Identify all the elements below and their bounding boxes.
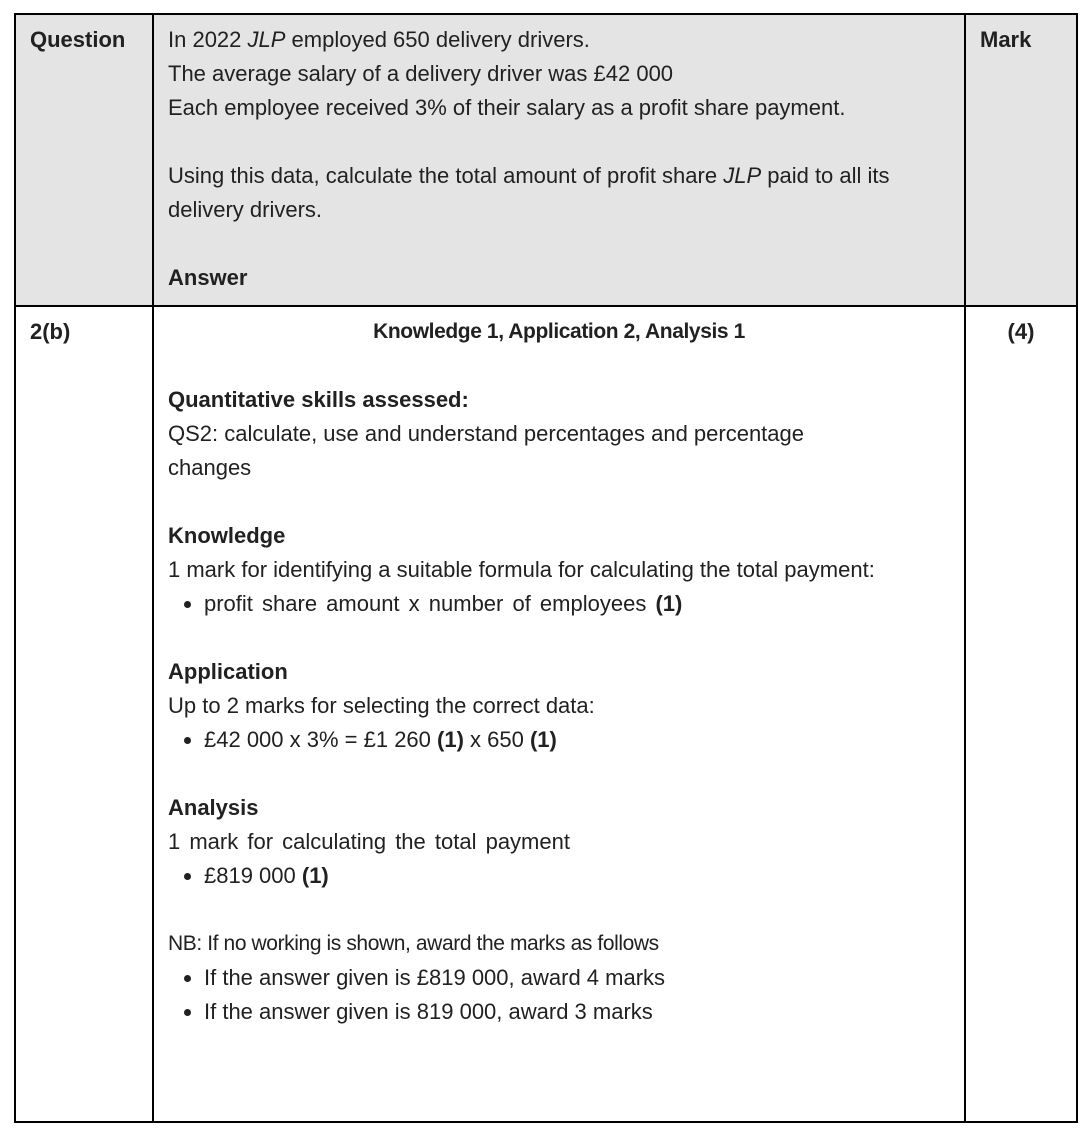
nb-note: NB: If no working is shown, award the marks as follows [168,932,659,955]
knowledge-bullet-list [168,587,950,621]
question-line-1 [168,23,950,57]
company-name-italic: JLP [723,163,762,188]
spacer [168,621,950,655]
knowledge-bullet [204,587,950,621]
spacer [168,757,950,791]
knowledge-intro: 1 mark for identifying a suitable formula for calculating the total payment: [168,557,875,582]
question-task-post: paid to all its delivery drivers. [168,163,890,222]
quantitative-skills-heading: Quantitative skills assessed: [168,387,469,412]
nb-bullet-2: • If the answer given is 819 000, award 3 marks [204,995,950,1029]
spacer [168,125,950,159]
ao-breakdown-heading: Knowledge 1, Application 2, Analysis 1 [373,320,745,343]
question-line-3: Each employee received 3% of their salary as a profit share payment. [168,95,846,120]
question-line-1-pre: In 2022 [168,27,248,52]
total-mark: (4) [1007,319,1035,344]
application-bullet [204,723,950,757]
question-line-1-post: employed 650 delivery drivers. [285,27,590,52]
total-mark-cell [965,306,1077,1122]
question-task [168,159,950,227]
analysis-bullet-mark: (1) [301,863,329,888]
application-heading: Application [168,659,288,684]
question-column-header-cell [15,14,153,306]
quantitative-skills-text: QS2: calculate, use and understand percentages and percentage changes [168,421,805,480]
spacer [168,349,950,383]
mark-column-header-cell [965,14,1077,306]
knowledge-bullet-mark: (1) [655,591,683,616]
knowledge-heading: Knowledge [168,523,286,548]
application-intro: Up to 2 marks for selecting the correct data: [168,693,595,718]
knowledge-bullet-text: profit share amount x number of employees [204,591,656,616]
application-calc-mark1: (1) [437,727,464,752]
application-calc-part1: £42 000 x 3% = £1 260 [204,727,438,752]
analysis-intro: 1 mark for calculating the total payment [168,829,570,854]
application-calc-mark2: (1) [529,727,557,752]
analysis-bullet-list [168,859,950,893]
spacer [168,227,950,261]
application-bullet-list [168,723,950,757]
question-header-row [15,14,1077,306]
question-line-2: The average salary of a delivery driver was £42 000 [168,61,674,86]
nb-bullet-list [168,961,950,1029]
question-task-pre: Using this data, calculate the total amount of profit share [168,163,724,188]
nb-bullet-1: • If the answer given is £819 000, award 4 marks [204,961,950,995]
spacer [168,485,950,519]
answer-label: Answer [168,265,248,290]
analysis-bullet [204,859,950,893]
question-column-header: Question [30,27,126,52]
company-name-italic: JLP [247,27,286,52]
analysis-bullet-text: £819 000 [204,863,302,888]
mark-column-header: Mark [980,27,1032,52]
analysis-heading: Analysis [168,795,259,820]
question-text-cell [153,14,965,306]
question-number-cell [15,306,153,1122]
application-calc-part2: x 650 [463,727,530,752]
spacer [168,893,950,927]
mark-scheme-table [14,13,1078,1123]
answer-row [15,306,1077,1122]
mark-scheme-cell [153,306,965,1122]
question-number: 2(b) [30,319,71,344]
